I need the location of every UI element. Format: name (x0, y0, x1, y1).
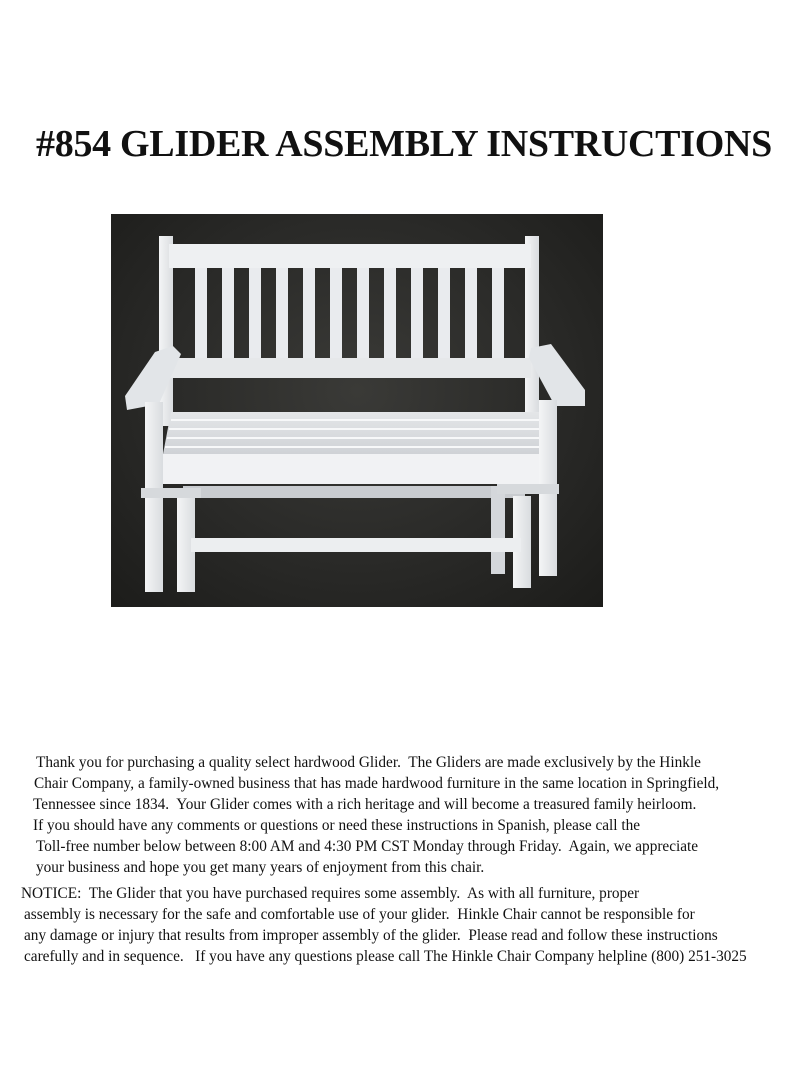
notice-line: assembly is necessary for the safe and comfortable use of your glider. Hinkle Chair cannot be responsible for (24, 906, 695, 923)
intro-line: Thank you for purchasing a quality select hardwood Glider. The Gliders are made exclusively by the Hinkle (36, 754, 701, 771)
notice-line: carefully and in sequence. If you have any questions please call The Hinkle Chair Company helpline (800) 251-3025 (24, 948, 747, 965)
glider-product-photo (111, 214, 603, 607)
intro-line: Tennessee since 1834. Your Glider comes with a rich heritage and will become a treasured family heirloom. (33, 796, 697, 813)
notice-line: any damage or injury that results from improper assembly of the glider. Please read and follow these instructions (24, 927, 718, 944)
intro-line: Chair Company, a family-owned business that has made hardwood furniture in the same location in Springfield, (34, 775, 720, 792)
intro-line: your business and hope you get many years of enjoyment from this chair. (36, 859, 485, 876)
notice-line: NOTICE: The Glider that you have purchased requires some assembly. As with all furniture, proper (21, 885, 640, 902)
intro-line: Toll-free number below between 8:00 AM and 4:30 PM CST Monday through Friday. Again, we appreciate (36, 838, 699, 855)
intro-line: If you should have any comments or questions or need these instructions in Spanish, please call the (33, 817, 641, 834)
document-title: #854 GLIDER ASSEMBLY INSTRUCTIONS (36, 123, 772, 165)
glider-bench-illustration (111, 214, 603, 607)
